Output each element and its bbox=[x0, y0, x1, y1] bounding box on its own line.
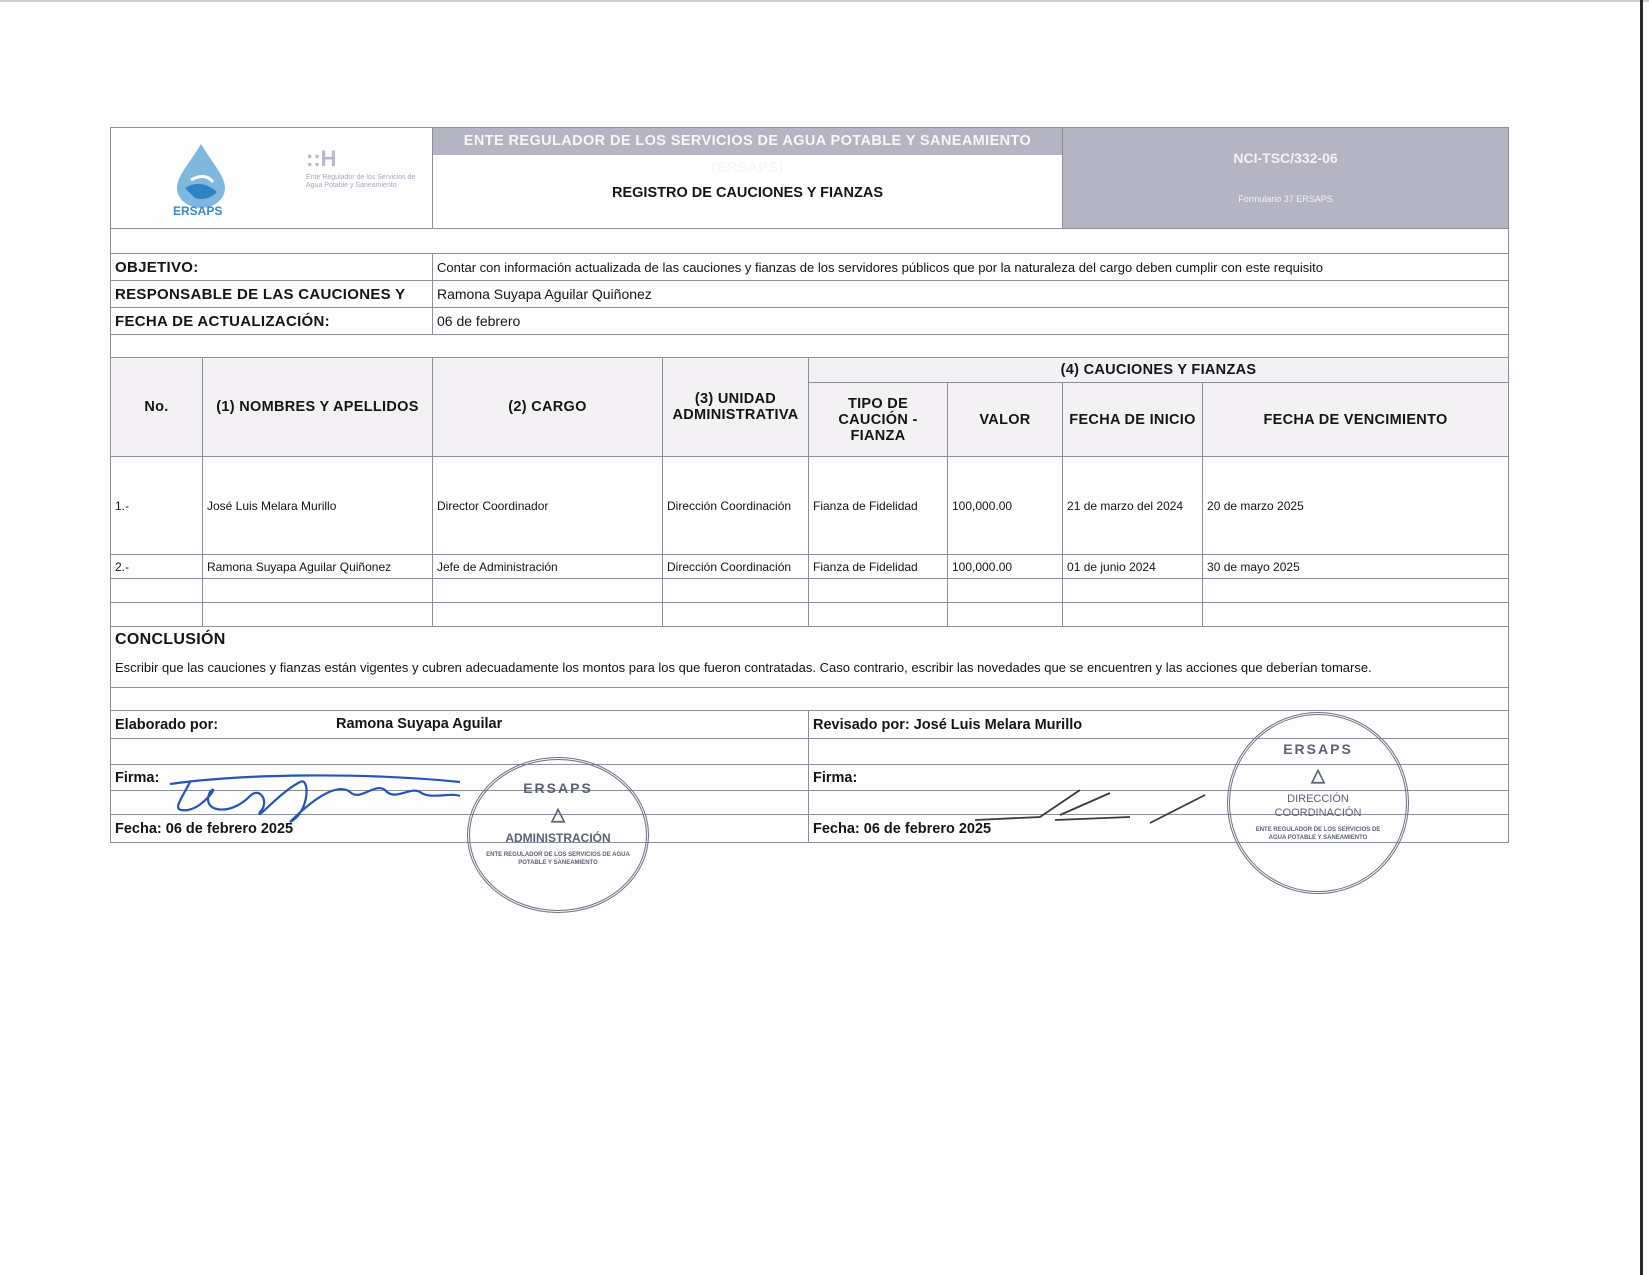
spacer-row bbox=[111, 335, 1509, 358]
spacer-row bbox=[111, 688, 1509, 711]
entity-banner: ENTE REGULADOR DE LOS SERVICIOS DE AGUA POTABLE Y SANEAMIENTO (ERSAPS) bbox=[433, 128, 1062, 155]
stamp-left-ring: ENTE REGULADOR DE LOS SERVICIOS DE AGUA POTABLE Y SANEAMIENTO bbox=[486, 852, 630, 866]
coat-of-arms-icon: △ bbox=[1311, 765, 1325, 785]
firma-label-right: Firma: bbox=[809, 765, 1509, 791]
col-header-vencimiento: FECHA DE VENCIMIENTO bbox=[1203, 383, 1509, 457]
cell-unidad: Dirección Coordinación bbox=[663, 457, 809, 555]
ersaps-logo-text: ERSAPS bbox=[173, 204, 223, 218]
objetivo-value: Contar con información actualizada de las cauciones y fianzas de los servidores públicos que por la naturaleza del cargo deben cumplir con este requisito bbox=[433, 254, 1509, 281]
cell-valor: 100,000.00 bbox=[948, 555, 1063, 579]
cell-cargo: Jefe de Administración bbox=[433, 555, 663, 579]
stamp-direccion bbox=[1227, 712, 1409, 894]
fecha-right: Fecha: 06 de febrero 2025 bbox=[809, 815, 1509, 843]
cell-vencimiento: 30 de mayo 2025 bbox=[1203, 555, 1509, 579]
cell-cargo: Director Coordinador bbox=[433, 457, 663, 555]
logo-cell bbox=[111, 128, 433, 229]
form-number: Formulario 37 ERSAPS bbox=[1238, 194, 1333, 204]
col-header-inicio: FECHA DE INICIO bbox=[1063, 383, 1203, 457]
cell-vencimiento: 20 de marzo 2025 bbox=[1203, 457, 1509, 555]
objetivo-label: OBJETIVO: bbox=[111, 254, 433, 281]
objetivo-row bbox=[111, 254, 1509, 281]
table-row-empty bbox=[111, 603, 1509, 627]
cell-tipo: Fianza de Fidelidad bbox=[809, 555, 948, 579]
stamp-left-top: ERSAPS bbox=[523, 780, 593, 796]
fecha-left: Fecha: 06 de febrero 2025 bbox=[111, 815, 809, 843]
form-code: NCI-TSC/332-06 bbox=[1233, 150, 1338, 166]
stamp-left-center: ADMINISTRACIÓN bbox=[505, 831, 611, 845]
cell-inicio: 21 de marzo del 2024 bbox=[1063, 457, 1203, 555]
ersaps-drop-logo-icon bbox=[171, 142, 231, 208]
cell-nombre: Ramona Suyapa Aguilar Quiñonez bbox=[203, 555, 433, 579]
banner-cell bbox=[433, 128, 1063, 229]
col-header-unidad: (3) UNIDAD ADMINISTRATIVA bbox=[663, 358, 809, 457]
cell-nombre: José Luis Melara Murillo bbox=[203, 457, 433, 555]
gov-logo-mark: ::H bbox=[306, 146, 337, 171]
fecha-row bbox=[111, 308, 1509, 335]
cell-valor: 100,000.00 bbox=[948, 457, 1063, 555]
col-header-tipo: TIPO DE CAUCIÓN - FIANZA bbox=[809, 383, 948, 457]
cell-unidad: Dirección Coordinación bbox=[663, 555, 809, 579]
elaborado-name: Ramona Suyapa Aguilar bbox=[336, 716, 503, 732]
stamp-right-center: DIRECCIÓN COORDINACIÓN bbox=[1274, 793, 1362, 819]
fecha-label: FECHA DE ACTUALIZACIÓN: bbox=[111, 308, 433, 335]
scan-edge-right bbox=[1640, 0, 1643, 1275]
firma-label-left: Firma: bbox=[111, 765, 809, 791]
form-header bbox=[111, 128, 1509, 229]
col-header-cargo: (2) CARGO bbox=[433, 358, 663, 457]
cell-inicio: 01 de junio 2024 bbox=[1063, 555, 1203, 579]
conclusion-row bbox=[111, 627, 1509, 688]
form-title: REGISTRO DE CAUCIONES Y FIANZAS bbox=[612, 185, 883, 201]
revisado-label: Revisado por: José Luis Melara Murillo bbox=[809, 711, 1509, 739]
elaborado-cell bbox=[111, 711, 809, 739]
conclusion-text: Escribir que las cauciones y fianzas están vigentes y cubren adecuadamente los montos para los que fueron contratadas. Caso contrario, escribir las novedades que se encuentren y las acciones que deberían tomarse. bbox=[115, 660, 1372, 675]
group-header-cauciones: (4) CAUCIONES Y FIANZAS bbox=[809, 358, 1509, 383]
coat-of-arms-icon: △ bbox=[551, 804, 565, 824]
cell-tipo: Fianza de Fidelidad bbox=[809, 457, 948, 555]
cell-no: 1.- bbox=[111, 457, 203, 555]
fecha-value: 06 de febrero bbox=[433, 308, 1509, 335]
cell-no: 2.- bbox=[111, 555, 203, 579]
stamp-right-top: ERSAPS bbox=[1283, 741, 1353, 757]
form-code-cell bbox=[1063, 128, 1509, 229]
signature-ramona-icon bbox=[160, 762, 470, 832]
gov-logo-text: Ente Regulador de los Servicios de Agua Potable y Saneamiento bbox=[306, 174, 416, 189]
responsable-label: RESPONSABLE DE LAS CAUCIONES Y bbox=[111, 281, 433, 308]
responsable-value: Ramona Suyapa Aguilar Quiñonez bbox=[433, 281, 1509, 308]
col-header-valor: VALOR bbox=[948, 383, 1063, 457]
stamp-right-ring: ENTE REGULADOR DE LOS SERVICIOS DE AGUA POTABLE Y SANEAMIENTO bbox=[1255, 827, 1381, 841]
signature-jose-luis-icon bbox=[970, 785, 1210, 830]
table-row bbox=[111, 555, 1509, 579]
col-header-nombres: (1) NOMBRES Y APELLIDOS bbox=[203, 358, 433, 457]
stamp-administracion bbox=[467, 757, 649, 913]
conclusion-label: CONCLUSIÓN bbox=[115, 631, 226, 648]
responsable-row bbox=[111, 281, 1509, 308]
table-header-row bbox=[111, 358, 1509, 383]
table-row-empty bbox=[111, 579, 1509, 603]
spacer-row bbox=[111, 229, 1509, 254]
table-row bbox=[111, 457, 1509, 555]
elaborado-label: Elaborado por: bbox=[115, 716, 219, 733]
scan-edge-top bbox=[0, 0, 1649, 2]
col-header-no: No. bbox=[111, 358, 203, 457]
